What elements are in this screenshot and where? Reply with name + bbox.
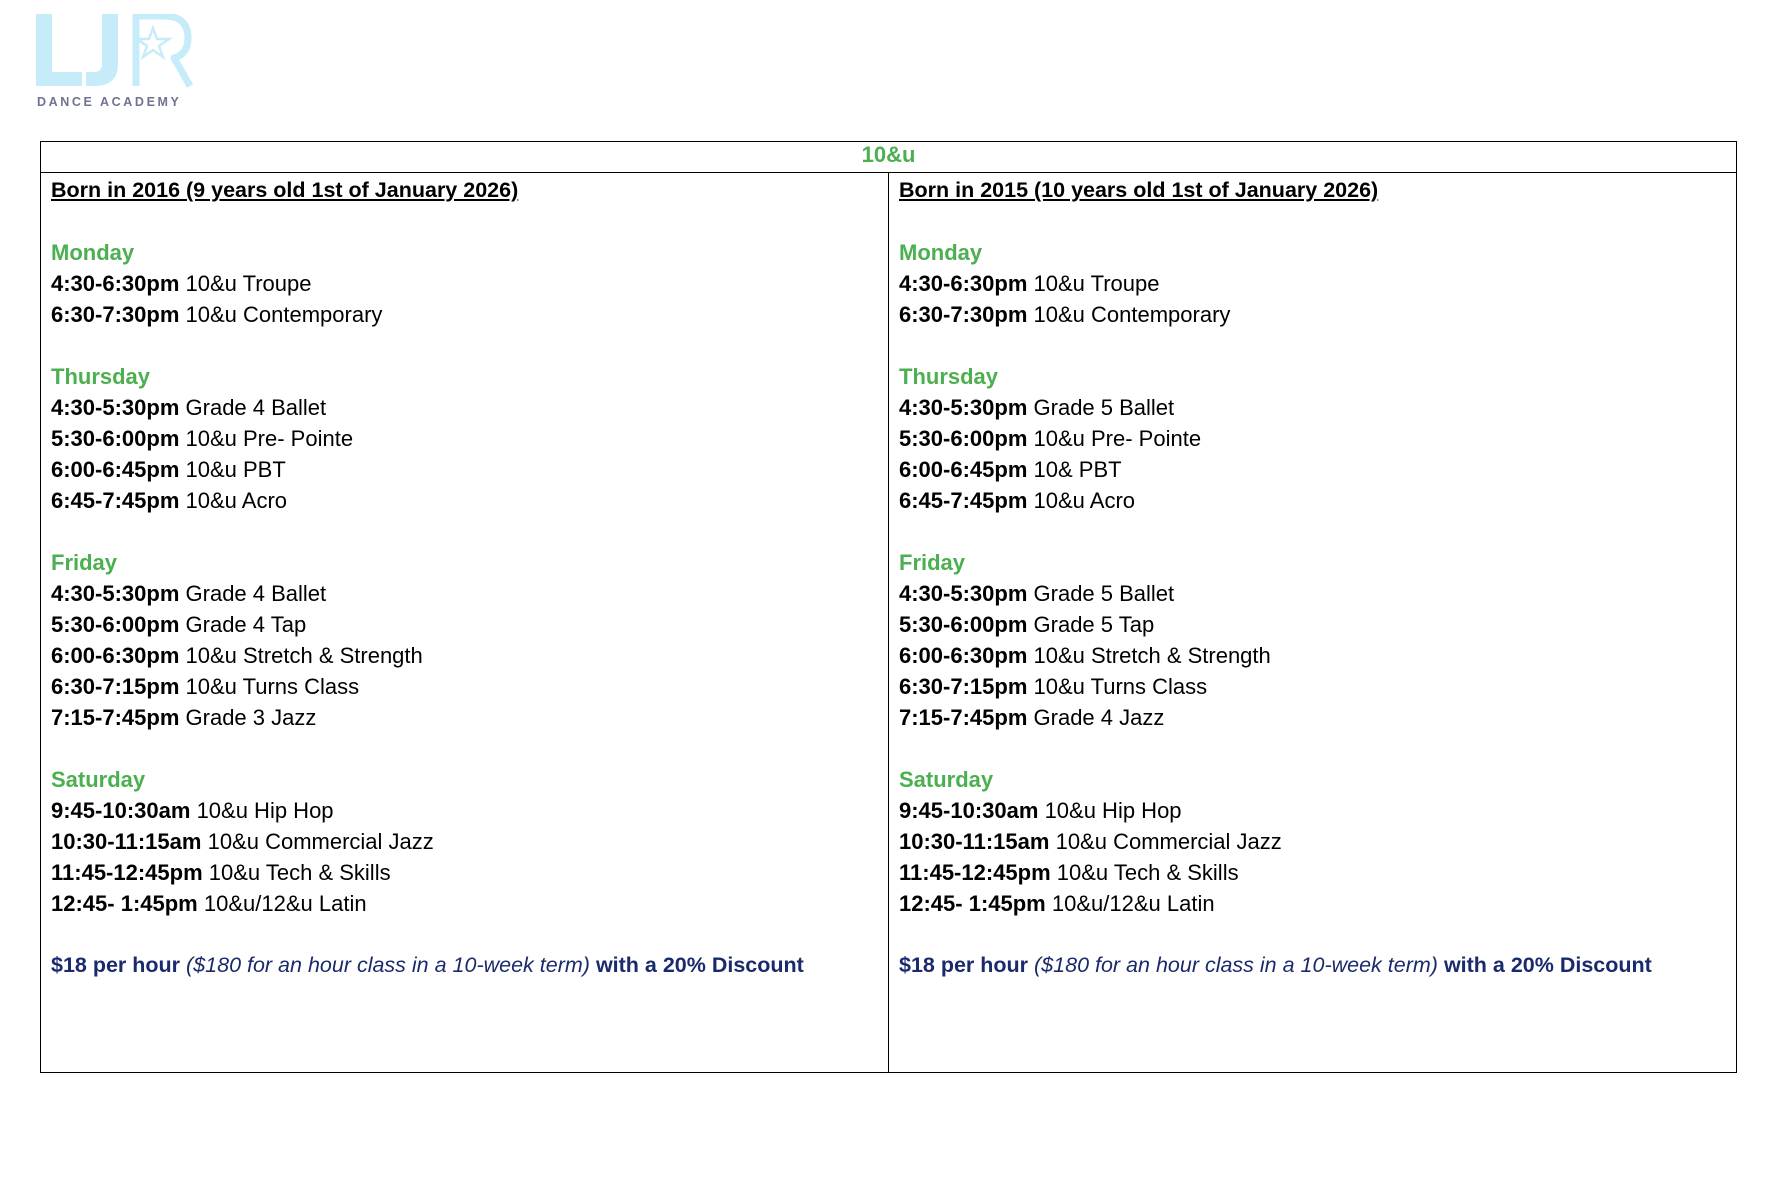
class-entry (51, 485, 878, 516)
class-name: 10&u Hip Hop (1044, 798, 1182, 823)
day-heading: Friday (899, 550, 966, 575)
class-name: 10&u Stretch & Strength (185, 643, 423, 668)
price-line (899, 950, 1726, 981)
class-name: 10&u Pre- Pointe (1033, 426, 1202, 451)
price-detail: ($180 for an hour class in a 10-week term) (186, 953, 590, 977)
class-time: 11:45-12:45pm (51, 860, 203, 885)
class-entry (899, 702, 1726, 733)
class-entry (51, 857, 878, 888)
class-entry (51, 826, 878, 857)
class-time: 5:30-6:00pm (51, 426, 180, 451)
class-time: 6:30-7:15pm (899, 674, 1028, 699)
class-name: 10&u Pre- Pointe (185, 426, 354, 451)
class-name: Grade 4 Jazz (1033, 705, 1165, 730)
class-name: 10& PBT (1033, 457, 1122, 482)
price-rate: $18 per hour (51, 953, 181, 977)
class-name: Grade 3 Jazz (185, 705, 317, 730)
price-line (51, 950, 878, 981)
class-time: 7:15-7:45pm (51, 705, 180, 730)
logo (36, 14, 216, 114)
class-time: 4:30-5:30pm (899, 581, 1028, 606)
class-entry (899, 857, 1726, 888)
class-time: 4:30-5:30pm (51, 395, 180, 420)
class-entry (51, 671, 878, 702)
class-name: 10&u Acro (185, 488, 288, 513)
class-name: 10&u Turns Class (185, 674, 360, 699)
class-name: Grade 4 Ballet (185, 581, 327, 606)
class-name: 10&u Contemporary (1033, 302, 1231, 327)
day-heading: Saturday (899, 767, 994, 792)
class-entry (899, 299, 1726, 330)
class-time: 7:15-7:45pm (899, 705, 1028, 730)
class-name: 10&u Hip Hop (196, 798, 334, 823)
class-entry (899, 888, 1726, 919)
price-discount: with a 20% Discount (1443, 953, 1652, 977)
class-name: 10&u/12&u Latin (1051, 891, 1215, 916)
class-name: 10&u Tech & Skills (208, 860, 391, 885)
class-entry (899, 826, 1726, 857)
class-entry (899, 640, 1726, 671)
class-time: 6:00-6:30pm (51, 643, 180, 668)
class-name: Grade 5 Ballet (1033, 581, 1175, 606)
class-entry (899, 268, 1726, 299)
class-name: Grade 5 Tap (1033, 612, 1155, 637)
class-name: 10&u Contemporary (185, 302, 383, 327)
class-entry (899, 392, 1726, 423)
table-title: 10&u (41, 142, 1737, 173)
class-name: 10&u/12&u Latin (203, 891, 367, 916)
class-entry (51, 578, 878, 609)
class-time: 4:30-5:30pm (51, 581, 180, 606)
class-name: 10&u Troupe (185, 271, 312, 296)
day-heading: Monday (51, 240, 135, 265)
class-name: 10&u Acro (1033, 488, 1136, 513)
class-time: 6:00-6:45pm (51, 457, 180, 482)
day-heading: Friday (51, 550, 118, 575)
class-entry (51, 888, 878, 919)
class-name: 10&u Troupe (1033, 271, 1160, 296)
price-discount: with a 20% Discount (595, 953, 804, 977)
class-entry (51, 454, 878, 485)
class-time: 6:30-7:30pm (899, 302, 1028, 327)
class-name: 10&u Commercial Jazz (207, 829, 434, 854)
class-name: 10&u PBT (185, 457, 286, 482)
class-name: 10&u Stretch & Strength (1033, 643, 1271, 668)
day-heading: Thursday (51, 364, 151, 389)
class-time: 6:45-7:45pm (51, 488, 180, 513)
day-heading: Saturday (51, 767, 146, 792)
class-entry (899, 485, 1726, 516)
class-time: 10:30-11:15am (899, 829, 1050, 854)
price-detail: ($180 for an hour class in a 10-week term) (1034, 953, 1438, 977)
price-rate: $18 per hour (899, 953, 1029, 977)
class-name: 10&u Tech & Skills (1056, 860, 1239, 885)
day-heading: Thursday (899, 364, 999, 389)
class-time: 6:00-6:45pm (899, 457, 1028, 482)
class-time: 10:30-11:15am (51, 829, 202, 854)
class-time: 5:30-6:00pm (899, 612, 1028, 637)
column-heading: Born in 2015 (10 years old 1st of January 2026) (899, 178, 1379, 202)
class-entry (51, 392, 878, 423)
day-heading: Monday (899, 240, 983, 265)
class-time: 6:30-7:30pm (51, 302, 180, 327)
class-time: 5:30-6:00pm (899, 426, 1028, 451)
class-time: 12:45- 1:45pm (51, 891, 198, 916)
class-time: 9:45-10:30am (899, 798, 1039, 823)
star-icon (137, 28, 169, 57)
class-time: 4:30-5:30pm (899, 395, 1028, 420)
class-time: 4:30-6:30pm (899, 271, 1028, 296)
schedule-table (40, 141, 1737, 1073)
column-heading: Born in 2016 (9 years old 1st of January 2026) (51, 178, 519, 202)
class-time: 6:00-6:30pm (899, 643, 1028, 668)
class-entry (51, 299, 878, 330)
class-entry (51, 640, 878, 671)
class-entry (899, 423, 1726, 454)
class-name: Grade 4 Tap (185, 612, 307, 637)
column-2016 (41, 173, 889, 1073)
class-name: 10&u Turns Class (1033, 674, 1208, 699)
class-name: Grade 5 Ballet (1033, 395, 1175, 420)
class-time: 12:45- 1:45pm (899, 891, 1046, 916)
class-entry (899, 795, 1726, 826)
class-entry (899, 578, 1726, 609)
column-2015 (889, 173, 1737, 1073)
class-entry (51, 795, 878, 826)
class-entry (51, 423, 878, 454)
class-time: 9:45-10:30am (51, 798, 191, 823)
class-time: 6:45-7:45pm (899, 488, 1028, 513)
class-name: Grade 4 Ballet (185, 395, 327, 420)
class-time: 4:30-6:30pm (51, 271, 180, 296)
class-entry (899, 609, 1726, 640)
class-time: 6:30-7:15pm (51, 674, 180, 699)
class-name: 10&u Commercial Jazz (1055, 829, 1282, 854)
class-entry (899, 671, 1726, 702)
class-time: 5:30-6:00pm (51, 612, 180, 637)
class-entry (51, 609, 878, 640)
logo-tagline: DANCE ACADEMY (37, 95, 182, 109)
logo-mark (36, 14, 216, 94)
class-entry (51, 702, 878, 733)
class-time: 11:45-12:45pm (899, 860, 1051, 885)
class-entry (51, 268, 878, 299)
class-entry (899, 454, 1726, 485)
